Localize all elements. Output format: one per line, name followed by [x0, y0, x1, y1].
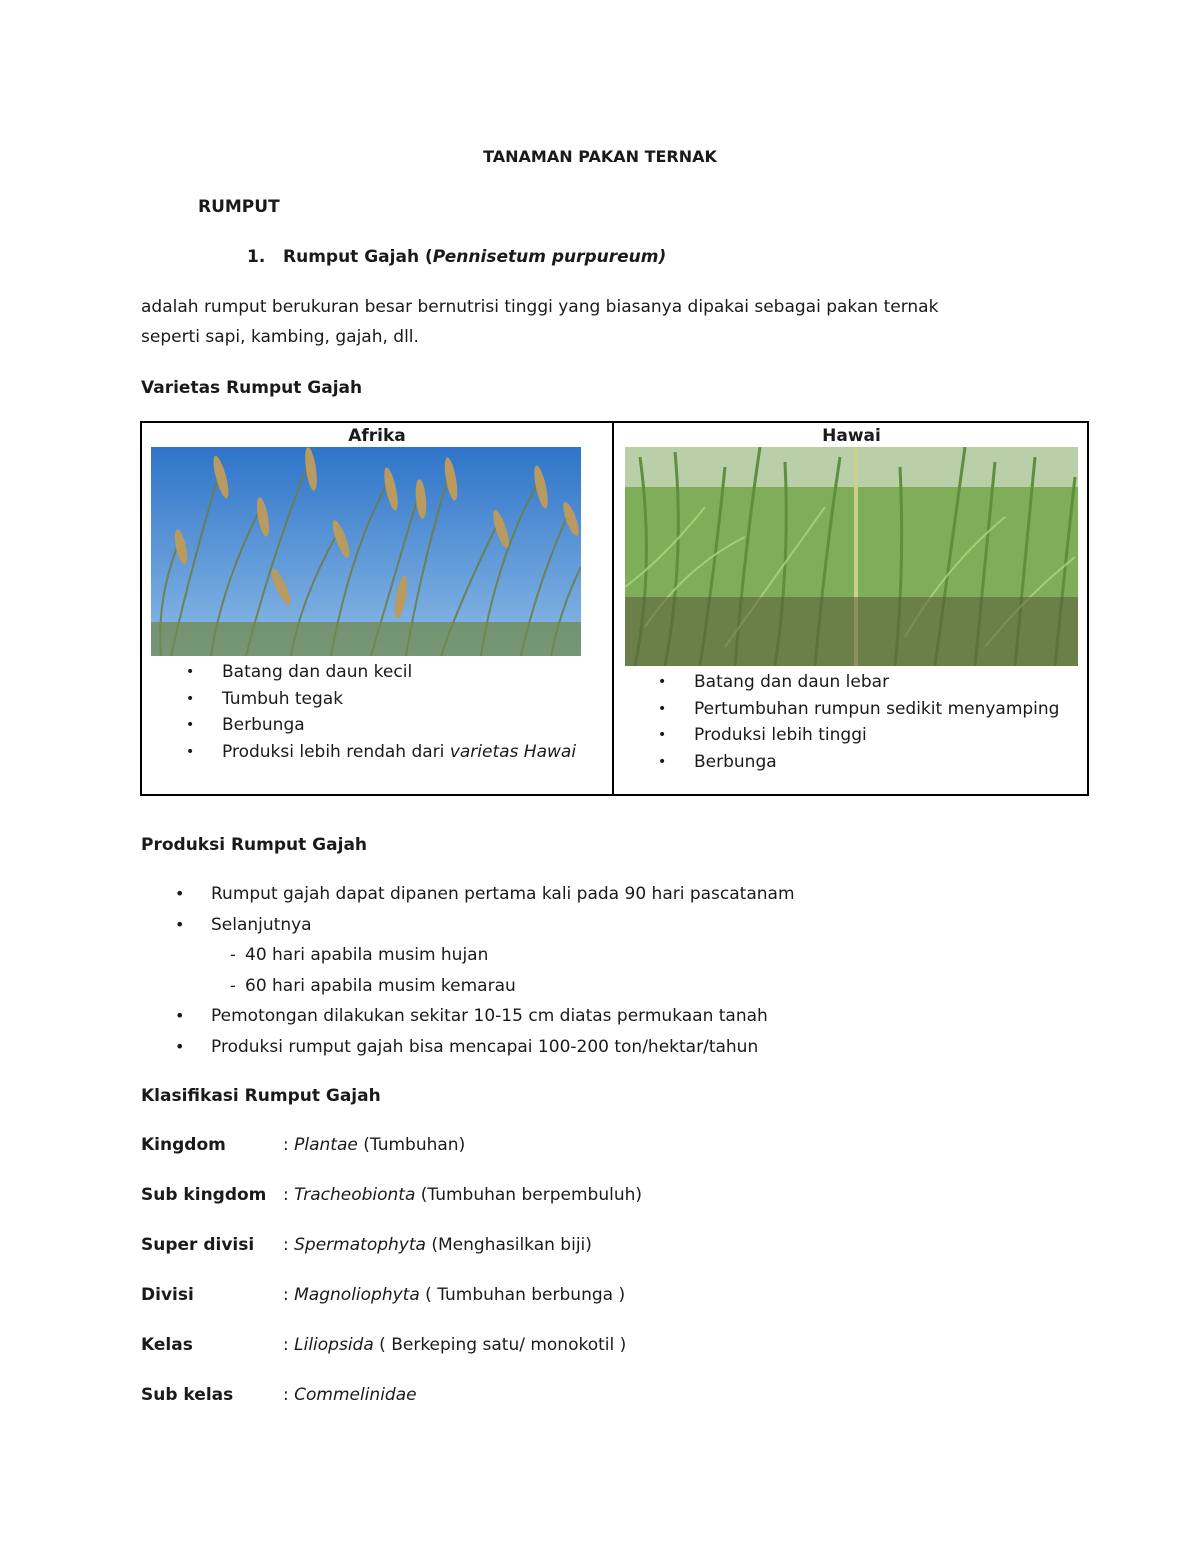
table-divider: [612, 421, 614, 796]
item-name: Rumput Gajah: [283, 247, 420, 267]
production-heading: Produksi Rumput Gajah: [141, 835, 368, 855]
varieties-heading: Varietas Rumput Gajah: [141, 378, 363, 398]
section-heading: RUMPUT: [198, 197, 280, 217]
description-line-1: adalah rumput berukuran besar bernutrisi tinggi yang biasanya dipakai sebagai pakan ternak: [141, 297, 939, 317]
afrika-grass-image: [151, 447, 581, 656]
hawai-header: Hawai: [822, 426, 881, 446]
classification-heading: Klasifikasi Rumput Gajah: [141, 1086, 381, 1106]
item-scientific-name: Pennisetum purpureum): [432, 247, 667, 267]
document-title: TANAMAN PAKAN TERNAK: [483, 147, 717, 166]
hawai-grass-photo: [625, 447, 1078, 666]
item-heading: [283, 246, 666, 268]
hawai-grass-image: [625, 447, 1078, 666]
item-paren: (: [419, 247, 433, 267]
description-line-2: seperti sapi, kambing, gajah, dll.: [141, 327, 419, 347]
item-number: 1.: [247, 247, 266, 267]
afrika-header: Afrika: [348, 426, 406, 446]
afrika-grass-photo: [151, 447, 581, 656]
